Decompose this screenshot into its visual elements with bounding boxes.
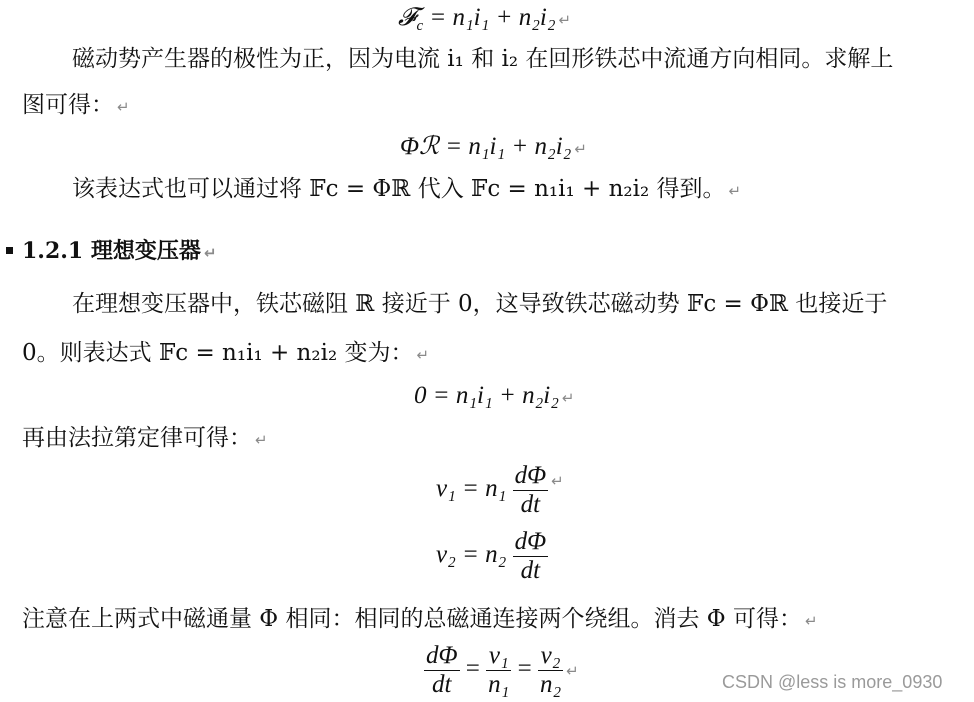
paragraph-mark-icon: ↵ [255,431,268,449]
fraction-dphi-dt [513,528,549,585]
paragraph-mark-icon: ↵ [117,98,130,116]
equation-zero-mmf [414,380,574,414]
paragraph-flux-same [22,604,818,636]
equation-v1 [436,462,564,519]
fraction-dphi-dt [513,462,549,519]
fraction-numerator: dΦ [514,528,547,555]
fraction-dphi-dt [424,642,460,699]
equation-flux-reluctance [400,131,587,165]
paragraph-ideal-line1 [72,289,887,319]
paragraph-faraday-text: 再由法拉第定律可得： [22,425,252,451]
equation-v2-lhs: v₂ = n₂ [436,541,507,569]
fraction-denominator: n₁ [488,671,510,698]
equation-mmf [398,2,571,36]
paragraph-polarity-line2 [22,90,130,122]
paragraph-mark-icon: ↵ [416,346,430,364]
paragraph-polarity-text2: 图可得： [22,92,114,118]
paragraph-flux-same-text: 注意在上两式中磁通量 Φ 相同：相同的总磁通连接两个绕组。消去 Φ 可得： [22,606,802,632]
paragraph-mark-icon: ↵ [561,389,575,407]
fraction-v2-n2 [538,642,563,699]
paragraph-ideal-text1: 在理想变压器中，铁芯磁阻 ℝ 接近于 0，这导致铁芯磁动势 𝔽c = Φℝ 也接近于 [72,291,888,317]
equation-mmf-rhs: = n₁i₁ + n₂i₂ [429,4,556,31]
watermark: CSDN @less is more_0930 [722,672,943,692]
paragraph-mark-icon: ↵ [558,11,572,29]
section-title: 理想变压器 [90,238,201,264]
paragraph-mark-icon: ↵ [804,612,818,630]
paragraph-mark-icon: ↵ [551,472,564,491]
paragraph-polarity-text1: 磁动势产生器的极性为正，因为电流 i₁ 和 i₂ 在回形铁芯中流通方向相同。求解上 [72,46,894,72]
fraction-numerator: v₁ [486,642,511,671]
mmf-symbol: 𝓕 [398,4,417,31]
fraction-denominator: dt [520,491,541,518]
paragraph-polarity-line1 [72,44,893,74]
equation-ratio [424,642,579,699]
section-number: 1.2.1 [22,238,84,264]
fraction-numerator: v₂ [538,642,563,671]
paragraph-ideal-text2: 0。则表达式 𝔽c = n₁i₁ + n₂i₂ 变为： [22,340,414,366]
equation-zero-mmf-text: 0 = n₁i₁ + n₂i₂ [414,382,559,409]
fraction-v1-n1 [486,642,511,699]
fraction-denominator: dt [520,557,541,584]
equals-sign: = [517,655,532,683]
mmf-subscript: c [416,18,424,34]
paragraph-ideal-line2 [22,338,429,370]
paragraph-mark-icon: ↵ [574,140,587,158]
equation-v1-lhs: v₁ = n₁ [436,475,507,503]
fraction-numerator: dΦ [514,462,547,489]
fraction-numerator: dΦ [426,642,458,669]
fraction-denominator: dt [432,671,452,698]
fraction-denominator: n₂ [539,671,562,698]
paragraph-substitution [72,174,741,206]
equation-v2 [436,528,548,585]
equation-flux-reluctance-text: Φℛ = n₁i₁ + n₂i₂ [400,133,572,160]
paragraph-mark-icon: ↵ [728,182,742,200]
equals-sign: = [465,655,480,683]
paragraph-substitution-text: 该表达式也可以通过将 𝔽c = Φℝ 代入 𝔽c = n₁i₁ + n₂i₂ 得到。 [72,176,726,202]
paragraph-faraday [22,423,268,455]
heading-bullet-icon [6,247,13,254]
paragraph-mark-icon: ↵ [203,244,217,262]
paragraph-mark-icon: ↵ [566,662,579,681]
section-heading [22,236,217,268]
